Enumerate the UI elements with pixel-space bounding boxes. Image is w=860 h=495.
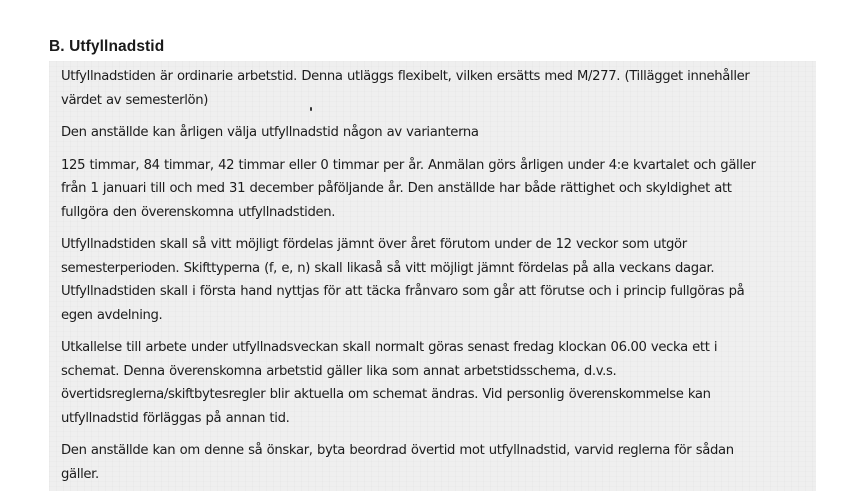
text-line: utfyllnadstid förläggas på annan tid. xyxy=(61,410,290,426)
paragraph-callout xyxy=(61,336,801,430)
text-line: värdet av semesterlön) xyxy=(61,92,209,108)
paragraph-distribution xyxy=(61,233,801,327)
text-line: fullgöra den överenskomna utfyllnadstiden. xyxy=(61,204,336,220)
text-line: gäller. xyxy=(61,466,99,482)
text-line: Utfyllnadstiden är ordinarie arbetstid. Denna utläggs flexibelt, vilken ersätts med M/277. (Tillägget innehåller xyxy=(61,69,750,84)
paragraph-hours-options xyxy=(61,154,801,225)
section-body xyxy=(61,65,801,495)
text-line: från 1 januari till och med 31 december påföljande år. Den anställde har både rättighet och skyldighet att xyxy=(61,181,732,196)
text-line: övertidsreglerna/skiftbytesregler blir aktuella om schemat ändras. Vid personlig överenskommelse kan xyxy=(61,387,711,402)
text-line: semesterperioden. Skifttyperna (f, e, n) skall likaså så vitt möjligt jämnt fördelas på alla veckans dagar. xyxy=(61,260,715,276)
text-line: Utkallelse till arbete under utfyllnadsveckan skall normalt göras senast fredag klockan 06.00 vecka ett i xyxy=(61,340,718,355)
text-line: Utfyllnadstiden skall så vitt möjligt fördelas jämnt över året förutom under de 12 veckor som utgör xyxy=(61,237,687,252)
text-line: Utfyllnadstiden skall i första hand nyttjas för att täcka frånvaro som går att förutse och i princip fullgöras på xyxy=(61,284,745,299)
text-line: Den anställde kan årligen välja utfyllnadstid någon av varianterna xyxy=(61,125,479,140)
text-line: 125 timmar, 84 timmar, 42 timmar eller 0 timmar per år. Anmälan görs årligen under 4:e kvartalet och gäller xyxy=(61,157,756,173)
paragraph-overtime-swap xyxy=(61,439,801,486)
paragraph-supplement xyxy=(61,65,801,112)
section-heading: B. Utfyllnadstid xyxy=(49,38,165,55)
text-line: schemat. Denna överenskomna arbetstid gäller lika som annat arbetstidsschema, d.v.s. xyxy=(61,363,617,379)
paragraph-choice xyxy=(61,121,801,145)
text-line: egen avdelning. xyxy=(61,307,163,323)
text-line: Den anställde kan om denne så önskar, byta beordrad övertid mot utfyllnadstid, varvid reglerna för sådan xyxy=(61,443,734,458)
